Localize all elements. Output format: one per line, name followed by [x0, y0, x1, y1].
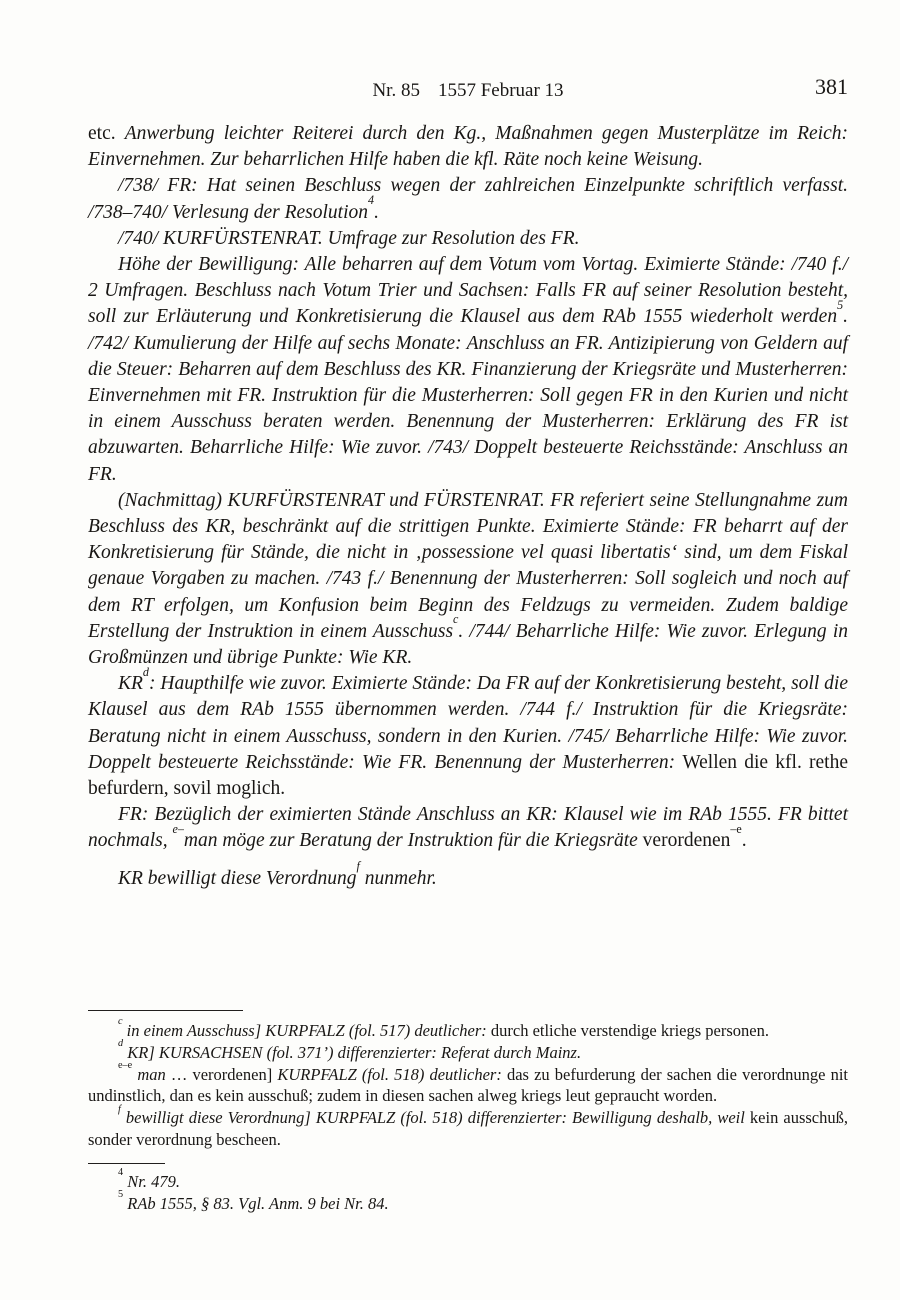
- text-run: . /742/ Kumulierung der Hilfe auf sechs Monate: Anschluss an FR. Antizipierung von Geldern auf die Steuer: Beharren auf dem Beschluss des KR. Finanzierung der Kriegsräte und Musterherren: Einvernehmen mit FR. Instruktion für die Musterherren: Soll gegen FR in den Kurien und nicht in einem Ausschuss beraten werden. Benennung der Musterherren: Erklärung des FR ist abzuwarten. Beharrliche Hilfe: Wie zuvor. /743/ Doppelt besteuerte Reichsstände: Anschluss an FR.: [88, 306, 848, 485]
- footnote-section: [88, 1010, 848, 1214]
- document-number: Nr. 85: [372, 80, 420, 101]
- endnote: [88, 1167, 848, 1193]
- paragraph: [88, 802, 848, 854]
- document-date: 1557 Februar 13: [437, 80, 564, 101]
- text-run: /738/ FR: Hat seinen Beschluss wegen der zahlreichen Einzelpunkte schriftlich verfasst. /738–740/ Verlesung der Resolution: [88, 175, 848, 223]
- text-run: verordenen: [642, 830, 731, 852]
- page-header: [88, 74, 848, 102]
- text-run: (Nachmittag) KURFÜRSTENRAT und FÜRSTENRAT. FR referiert seine Stellungnahme zum Beschluss des KR, beschränkt auf die strittigen Punkte. Eximierte Stände: FR beharrt auf der Konkretisierung für Stände, die nicht in ‚possessione vel quasi libertatis‘ sind, um dem Fiskal genaue Vorgaben zu machen. /743 f./ Benennung der Musterherren: Soll sogleich und noch auf dem RT erfolgen, um Konfusion beim Beginn des Feldzugs zu vermeiden. Zudem baldige Erstellung der Instruktion in einem Ausschuss: [88, 489, 848, 642]
- endnote-separator: [88, 1163, 165, 1164]
- text-run: man: [132, 1064, 166, 1084]
- footnote: [88, 1016, 848, 1042]
- paragraph: [88, 859, 848, 892]
- text-run: c: [453, 612, 459, 627]
- text-run: c: [118, 1016, 123, 1028]
- text-run: e–e: [118, 1059, 133, 1071]
- paragraph: [88, 173, 848, 225]
- text-run: e–: [172, 821, 184, 836]
- text-run: Höhe der Bewilligung: Alle beharren auf dem Votum vom Vortag. Eximierte Stände: /740 f./ 2 Umfragen. Beschluss nach Votum Trier und Sachsen: Falls FR auf seiner Resolution besteht, soll zur Erläuterung und Konkretisierung die Klausel aus dem RAb 1555 wiederholt werden: [88, 254, 848, 328]
- paragraph: [88, 488, 848, 671]
- text-run: 5: [118, 1188, 124, 1200]
- footnote: [88, 1103, 848, 1151]
- page-number: 381: [815, 74, 848, 99]
- paragraph: [88, 121, 848, 173]
- critical-apparatus: [88, 1016, 848, 1151]
- paragraph: [88, 226, 848, 252]
- text-run: 4: [368, 193, 375, 208]
- text-run: RAb 1555, § 83. Vgl. Anm. 9 bei Nr. 84.: [123, 1193, 389, 1213]
- text-run: –e: [730, 821, 742, 836]
- text-run: KR: [118, 673, 143, 695]
- text-run: Wellen die kfl. rethe befurdern, sovil moglich.: [88, 751, 849, 800]
- paragraph: [88, 252, 848, 488]
- numbered-notes: [88, 1167, 848, 1215]
- main-text: [88, 121, 848, 892]
- text-run: d: [142, 664, 149, 679]
- footnote: [88, 1059, 848, 1108]
- text-run: f: [118, 1103, 121, 1115]
- text-run: Anwerbung leichter Reiterei durch den Kg., Maßnahmen gegen Musterplätze im Reich: Einvernehmen. Zur beharrlichen Hilfe haben die kfl. Räte noch keine Weisung.: [88, 123, 848, 171]
- text-run: f: [356, 859, 360, 874]
- text-run: nunmehr.: [359, 867, 437, 889]
- text-run: 5: [837, 297, 844, 312]
- text-run: man möge zur Beratung der Instruktion für die Kriegsräte: [183, 830, 643, 852]
- text-run: KURPFALZ (fol. 518) deutlicher:: [277, 1064, 507, 1084]
- text-run: kein ausschuß, sonder verordnung bescheen.: [88, 1108, 848, 1149]
- text-run: .: [741, 830, 747, 852]
- text-run: KR bewilligt diese Verordnung: [118, 867, 357, 889]
- text-run: bewilligt diese Verordnung] KURPFALZ (fol. 518) differenzierter: Bewilligung deshalb, weil: [120, 1108, 750, 1128]
- footnote-separator: [88, 1010, 243, 1011]
- running-title: [88, 80, 848, 102]
- text-run: das zu befurderung der sachen die verordnunge nit undinstlich, dan es kein ausschuß; zudem in diesen sachen alweg kriegs leut gepraucht worden.: [88, 1064, 848, 1106]
- endnote: [88, 1188, 848, 1215]
- footnote: [88, 1038, 848, 1064]
- text-run: . /744/ Beharrliche Hilfe: Wie zuvor. Erlegung in Großmünzen und übrige Punkte: Wie KR.: [88, 620, 848, 669]
- paragraph: [88, 664, 849, 802]
- text-run: d: [118, 1038, 124, 1050]
- text-run: … verordenen]: [165, 1064, 278, 1084]
- text-run: Nr. 479.: [123, 1171, 180, 1191]
- text-run: .: [374, 201, 379, 223]
- text-run: KR] KURSACHSEN (fol. 371’) differenzierter: Referat durch Mainz.: [123, 1042, 582, 1062]
- text-run: etc.: [88, 123, 125, 144]
- text-run: /740/ KURFÜRSTENRAT. Umfrage zur Resolution des FR.: [118, 227, 580, 249]
- text-run: 4: [118, 1167, 124, 1179]
- text-run: : Haupthilfe wie zuvor. Eximierte Stände: Da FR auf der Konkretisierung besteht, soll die Klausel aus dem RAb 1555 übernommen werden. /744 f./ Instruktion für die Kriegsräte: Beratung nicht in einem Ausschuss, sondern in den Kurien. /745/ Beharrliche Hilfe: Wie zuvor. Doppelt besteuerte Reichsstände: Wie FR. Benennung der Musterherren:: [88, 673, 848, 773]
- text-run: durch etliche verstendige kriegs personen.: [490, 1021, 769, 1040]
- text-run: in einem Ausschuss] KURPFALZ (fol. 517) deutlicher:: [122, 1021, 491, 1040]
- text-run: FR: Bezüglich der eximierten Stände Anschluss an KR: Klausel wie im RAb 1555. FR bittet nochmals,: [88, 804, 848, 852]
